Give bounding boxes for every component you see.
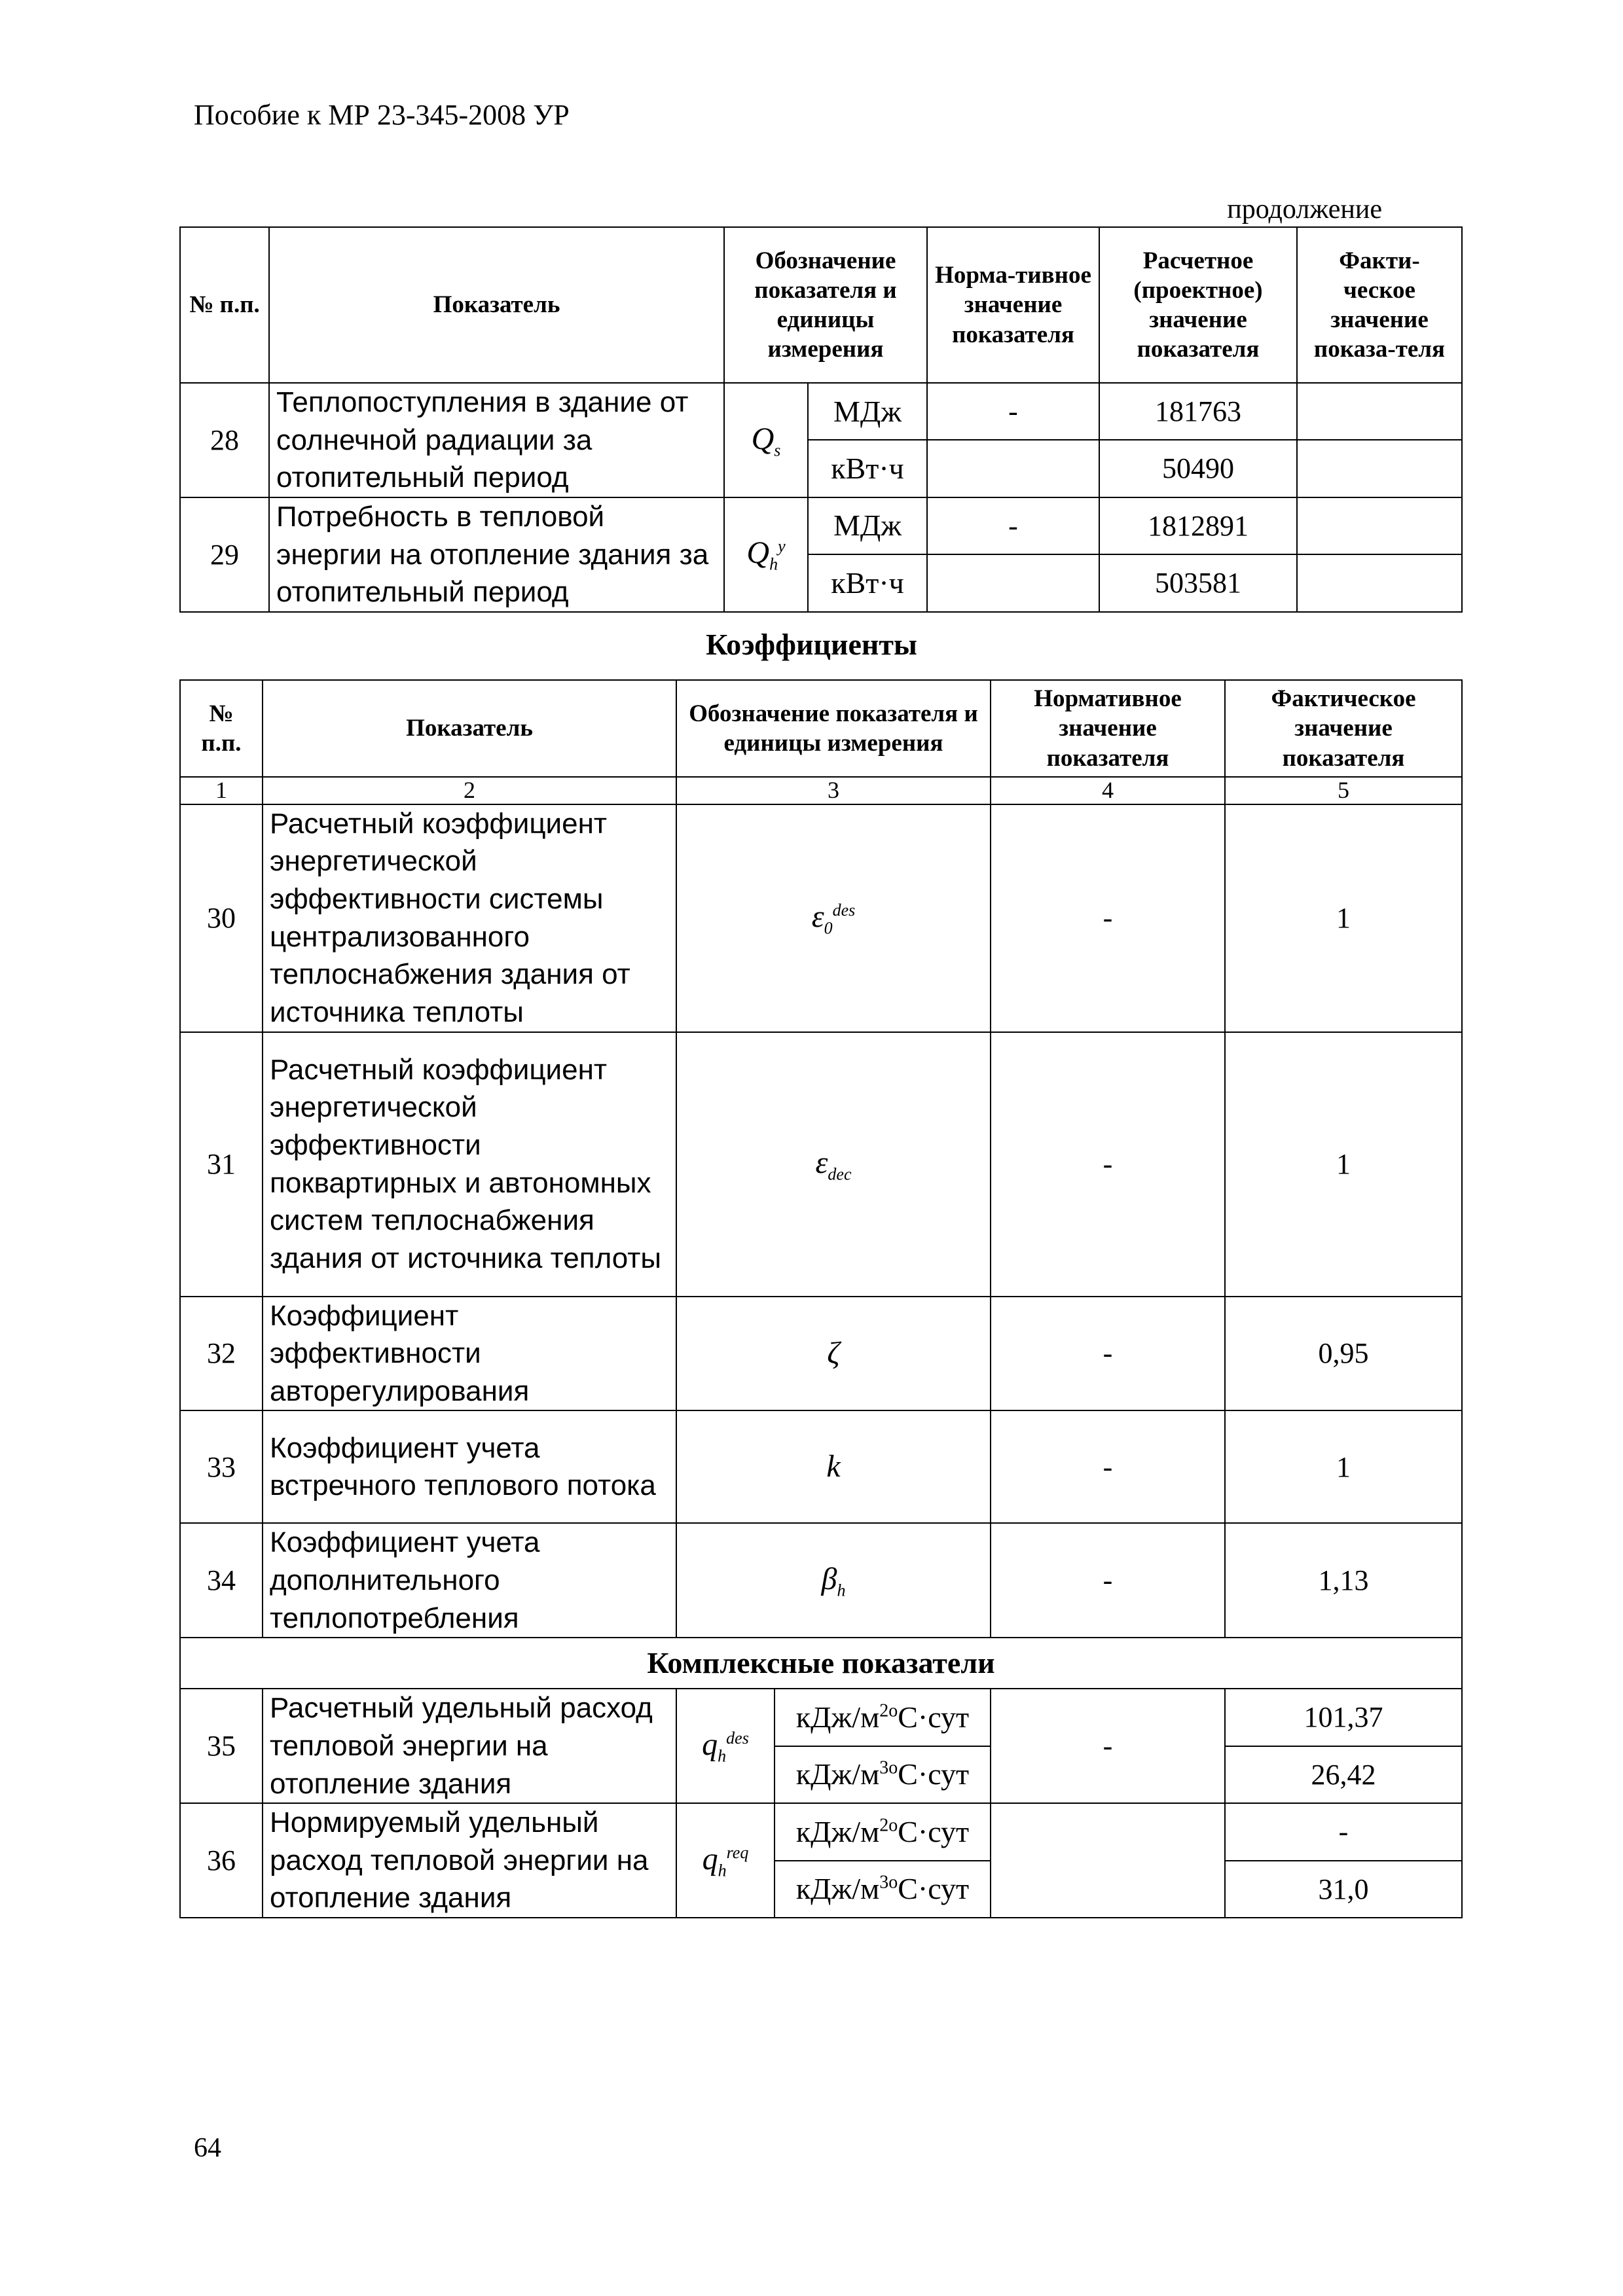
row-num: 29 <box>180 497 269 612</box>
symbol-zeta: ζ <box>676 1297 991 1411</box>
header-indicator: Показатель <box>269 227 724 383</box>
row-indicator: Коэффициент эффективности авторегулирования <box>263 1297 676 1411</box>
header-actual: Факти-ческое значение показа-теля <box>1297 227 1462 383</box>
normative-cell <box>927 440 1099 497</box>
header-calculated: Расчетное (проектное) значение показателя <box>1099 227 1297 383</box>
normative-cell: - <box>991 1410 1225 1523</box>
section-title-complex: Комплексные показатели <box>180 1638 1462 1689</box>
column-number: 5 <box>1225 777 1462 804</box>
symbol-qs: $Q_s$ <box>724 383 808 497</box>
row-num: 35 <box>180 1689 263 1803</box>
normative-cell <box>991 1803 1225 1918</box>
normative-cell: - <box>991 1297 1225 1411</box>
actual-cell <box>1297 440 1462 497</box>
calculated-cell: 50490 <box>1099 440 1297 497</box>
row-num: 31 <box>180 1032 263 1297</box>
row-num: 32 <box>180 1297 263 1411</box>
page-number: 64 <box>194 2133 221 2163</box>
symbol-q-h-req: $q_h^{req}$ <box>676 1803 775 1918</box>
row-indicator: Расчетный коэффициент энергетической эффективности поквартирных и автономных систем теплоснабжения здания от источника теплоты <box>263 1032 676 1297</box>
continuation-label: продолжение <box>1227 194 1382 224</box>
header-designation: Обозначение показателя и единицы измерения <box>676 680 991 777</box>
header-designation: Обозначение показателя и единицы измерения <box>724 227 927 383</box>
actual-cell: - <box>1225 1803 1462 1860</box>
unit-cell: кДж/$м^{2о}С\cdot сут$ <box>775 1803 991 1860</box>
symbol-qhy: $Q_h^y$ <box>724 497 808 612</box>
column-number: 1 <box>180 777 263 804</box>
document-header: Пособие к МР 23-345-2008 УР <box>194 99 570 131</box>
actual-cell: 31,0 <box>1225 1861 1462 1918</box>
unit-cell: МДж <box>808 383 927 440</box>
row-num: 34 <box>180 1523 263 1638</box>
symbol-epsilon-0-des: $\varepsilon_0^{des}$ <box>676 804 991 1032</box>
actual-cell: 1,13 <box>1225 1523 1462 1638</box>
column-number: 4 <box>991 777 1225 804</box>
row-indicator: Потребность в тепловой энергии на отопление здания за отопительный период <box>269 497 724 612</box>
unit-cell: кДж/$м^{3о}С\cdot сут$ <box>775 1861 991 1918</box>
row-indicator: Коэффициент учета встречного теплового потока <box>263 1410 676 1523</box>
normative-cell: - <box>991 1032 1225 1297</box>
unit-cell: кВт·ч <box>808 554 927 611</box>
header-num: № п.п. <box>180 227 269 383</box>
indicators-table <box>179 226 1463 613</box>
row-indicator: Теплопоступления в здание от солнечной радиации за отопительный период <box>269 383 724 497</box>
unit-cell: кВт·ч <box>808 440 927 497</box>
header-actual: Фактическое значение показателя <box>1225 680 1462 777</box>
coefficients-table <box>179 679 1463 1918</box>
actual-cell: 1 <box>1225 1410 1462 1523</box>
unit-cell: кДж/$м^{2о}С\cdot сут$ <box>775 1689 991 1746</box>
actual-cell: 1 <box>1225 804 1462 1032</box>
row-indicator: Расчетный удельный расход тепловой энергии на отопление здания <box>263 1689 676 1803</box>
calculated-cell: 1812891 <box>1099 497 1297 554</box>
header-indicator: Показатель <box>263 680 676 777</box>
symbol-epsilon-dec: $\varepsilon_{dec}$ <box>676 1032 991 1297</box>
row-num: 30 <box>180 804 263 1032</box>
normative-cell: - <box>991 804 1225 1032</box>
header-normative: Нормативное значение показателя <box>991 680 1225 777</box>
unit-cell: кДж/$м^{3о}С\cdot сут$ <box>775 1746 991 1803</box>
actual-cell: 1 <box>1225 1032 1462 1297</box>
row-indicator: Нормируемый удельный расход тепловой энергии на отопление здания <box>263 1803 676 1918</box>
normative-cell: - <box>927 497 1099 554</box>
actual-cell <box>1297 497 1462 554</box>
calculated-cell: 503581 <box>1099 554 1297 611</box>
calculated-cell: 181763 <box>1099 383 1297 440</box>
actual-cell <box>1297 554 1462 611</box>
normative-cell: - <box>991 1523 1225 1638</box>
normative-cell: - <box>991 1689 1225 1803</box>
unit-cell: МДж <box>808 497 927 554</box>
row-num: 28 <box>180 383 269 497</box>
symbol-k: k <box>676 1410 991 1523</box>
row-num: 33 <box>180 1410 263 1523</box>
actual-cell: 0,95 <box>1225 1297 1462 1411</box>
normative-cell: - <box>927 383 1099 440</box>
actual-cell: 26,42 <box>1225 1746 1462 1803</box>
actual-cell <box>1297 383 1462 440</box>
normative-cell <box>927 554 1099 611</box>
column-number: 3 <box>676 777 991 804</box>
row-indicator: Расчетный коэффициент энергетической эффективности системы централизованного теплоснабжения здания от источника теплоты <box>263 804 676 1032</box>
section-title-coefficients: Коэффициенты <box>706 628 917 661</box>
header-num: № п.п. <box>180 680 263 777</box>
symbol-beta-h: $\beta_h$ <box>676 1523 991 1638</box>
actual-cell: 101,37 <box>1225 1689 1462 1746</box>
symbol-q-h-des: $q_h^{des}$ <box>676 1689 775 1803</box>
row-num: 36 <box>180 1803 263 1918</box>
header-normative: Норма-тивное значение показателя <box>927 227 1099 383</box>
column-number: 2 <box>263 777 676 804</box>
row-indicator: Коэффициент учета дополнительного теплопотребления <box>263 1523 676 1638</box>
